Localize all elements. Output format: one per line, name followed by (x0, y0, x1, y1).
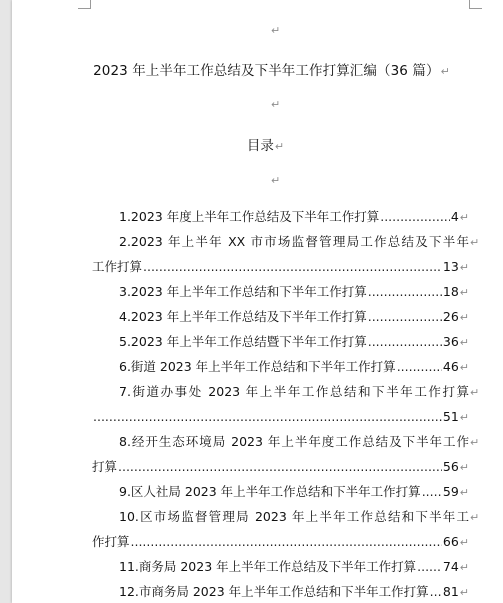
toc-entry-title: 7.街道办事处 2023 年上半年工作总结和下半年工作打算 (119, 384, 469, 399)
toc-page-number: 51 (442, 409, 459, 424)
toc-dot-leader (422, 479, 442, 504)
toc-page-number: 13 (442, 259, 459, 274)
paragraph-mark-icon: ↵ (459, 211, 469, 224)
toc-page-number: 66 (442, 534, 459, 549)
paragraph-mark-icon: ↵ (459, 461, 469, 474)
table-of-contents (92, 204, 480, 603)
toc-entry-line (92, 429, 480, 454)
paragraph-mark-icon: ↵ (470, 436, 480, 449)
paragraph-mark-icon: ↵ (274, 140, 285, 153)
toc-entry[interactable] (92, 304, 469, 329)
paragraph-mark-icon: ↵ (459, 561, 469, 574)
paragraph-mark-icon: ↵ (459, 586, 469, 599)
toc-page-number: 59 (442, 484, 459, 499)
toc-entry-title: 3.2023 年上半年工作总结和下半年工作打算 (119, 284, 367, 299)
toc-page-number: 56 (442, 459, 459, 474)
toc-entry-title: 10.区市场监督管理局 2023 年上半年工作总结和下半年工 (119, 509, 469, 524)
paragraph-mark-icon: ↵ (470, 511, 480, 524)
toc-dot-leader (131, 529, 442, 554)
paragraph-mark-icon: ↵ (440, 65, 450, 78)
toc-entry-title: 5.2023 年上半年工作总结暨下半年工作打算 (119, 334, 367, 349)
toc-entry-line (92, 279, 469, 304)
toc-entry-title: 11.商务局 2023 年上半年工作总结及下半年工作打算 (119, 559, 417, 574)
toc-entry-title: 8.经开生态环境局 2023 年上半年度工作总结及下半年工作 (119, 434, 469, 449)
toc-page-number: 26 (442, 309, 459, 324)
toc-entry[interactable] (92, 379, 480, 429)
toc-entry[interactable] (92, 329, 469, 354)
toc-page-number: 36 (442, 334, 459, 349)
crop-mark-left (90, 0, 91, 8)
toc-page-number: 18 (442, 284, 459, 299)
toc-entry-line (92, 304, 469, 329)
toc-entry[interactable] (92, 279, 469, 304)
paragraph-mark-icon: ↵ (271, 174, 281, 187)
toc-dot-leader (397, 354, 442, 379)
toc-entry[interactable] (92, 204, 469, 229)
toc-dot-leader (368, 329, 442, 354)
paragraph-mark-icon: ↵ (271, 24, 281, 37)
toc-entry-line (92, 379, 480, 404)
toc-entry[interactable] (92, 579, 469, 603)
toc-entry[interactable] (92, 554, 469, 579)
toc-page-number: 74 (442, 559, 459, 574)
toc-entry-title: 打算 (92, 459, 118, 474)
paragraph-mark-icon: ↵ (470, 236, 480, 249)
toc-entry-line (92, 204, 469, 229)
toc-entry-title: 1.2023 年度上半年工作总结及下半年工作打算 (119, 209, 380, 224)
toc-entry[interactable] (92, 479, 469, 504)
toc-entry-line (92, 254, 469, 279)
paragraph-mark-icon: ↵ (459, 361, 469, 374)
toc-entry-line (92, 579, 469, 603)
crop-mark-right (469, 8, 482, 9)
paragraph-mark-icon: ↵ (470, 386, 480, 399)
toc-dot-leader (380, 204, 450, 229)
toc-page-number: 4 (450, 209, 459, 224)
toc-page-number: 81 (442, 584, 459, 599)
paragraph-mark-icon: ↵ (459, 536, 469, 549)
toc-heading-text: 目录 (246, 138, 274, 154)
paragraph-mark-icon: ↵ (459, 286, 469, 299)
toc-entry-title: 工作打算 (92, 259, 143, 274)
toc-entry-line (92, 529, 469, 554)
crop-mark-left (78, 8, 91, 9)
document-title[interactable] (12, 59, 503, 79)
toc-dot-leader (93, 404, 442, 429)
toc-entry-title: 2.2023 年上半年 XX 市市场监督管理局工作总结及下半年 (119, 234, 469, 249)
toc-entry-title: 12.市商务局 2023 年上半年工作总结和下半年工作打算 (119, 584, 429, 599)
toc-dot-leader (368, 304, 442, 329)
toc-dot-leader (430, 579, 442, 603)
toc-entry-title: 作打算 (92, 534, 130, 549)
toc-entry[interactable] (92, 229, 480, 279)
toc-entry[interactable] (92, 504, 480, 554)
toc-heading[interactable] (12, 134, 503, 154)
toc-entry-line (92, 554, 469, 579)
toc-dot-leader (118, 454, 442, 479)
toc-dot-leader (417, 554, 442, 579)
toc-entry-line (92, 504, 480, 529)
toc-entry-title: 4.2023 年上半年工作总结及下半年工作打算 (119, 309, 367, 324)
paragraph-mark-icon: ↵ (459, 336, 469, 349)
toc-entry-line (92, 479, 469, 504)
toc-entry-line (92, 329, 469, 354)
toc-entry[interactable] (92, 354, 469, 379)
paragraph-mark-icon: ↵ (459, 486, 469, 499)
toc-entry-line (92, 454, 469, 479)
toc-entry-line (92, 354, 469, 379)
toc-page-number: 46 (442, 359, 459, 374)
crop-mark-right (469, 0, 470, 8)
paragraph-mark-icon: ↵ (459, 261, 469, 274)
toc-dot-leader (368, 279, 442, 304)
title-text: 2023 年上半年工作总结及下半年工作打算汇编（36 篇） (93, 63, 440, 79)
toc-dot-leader (143, 254, 442, 279)
toc-entry-title: 6.街道 2023 年上半年工作总结和下半年工作打算 (119, 359, 396, 374)
toc-entry[interactable] (92, 429, 480, 479)
toc-entry-title: 9.区人社局 2023 年上半年工作总结和下半年工作打算 (119, 484, 421, 499)
toc-entry-line (92, 229, 480, 254)
toc-entry-line (92, 404, 469, 429)
paragraph-mark-icon: ↵ (459, 311, 469, 324)
paragraph-mark-icon: ↵ (459, 411, 469, 424)
document-page (12, 0, 503, 603)
paragraph-mark-icon: ↵ (271, 98, 281, 111)
